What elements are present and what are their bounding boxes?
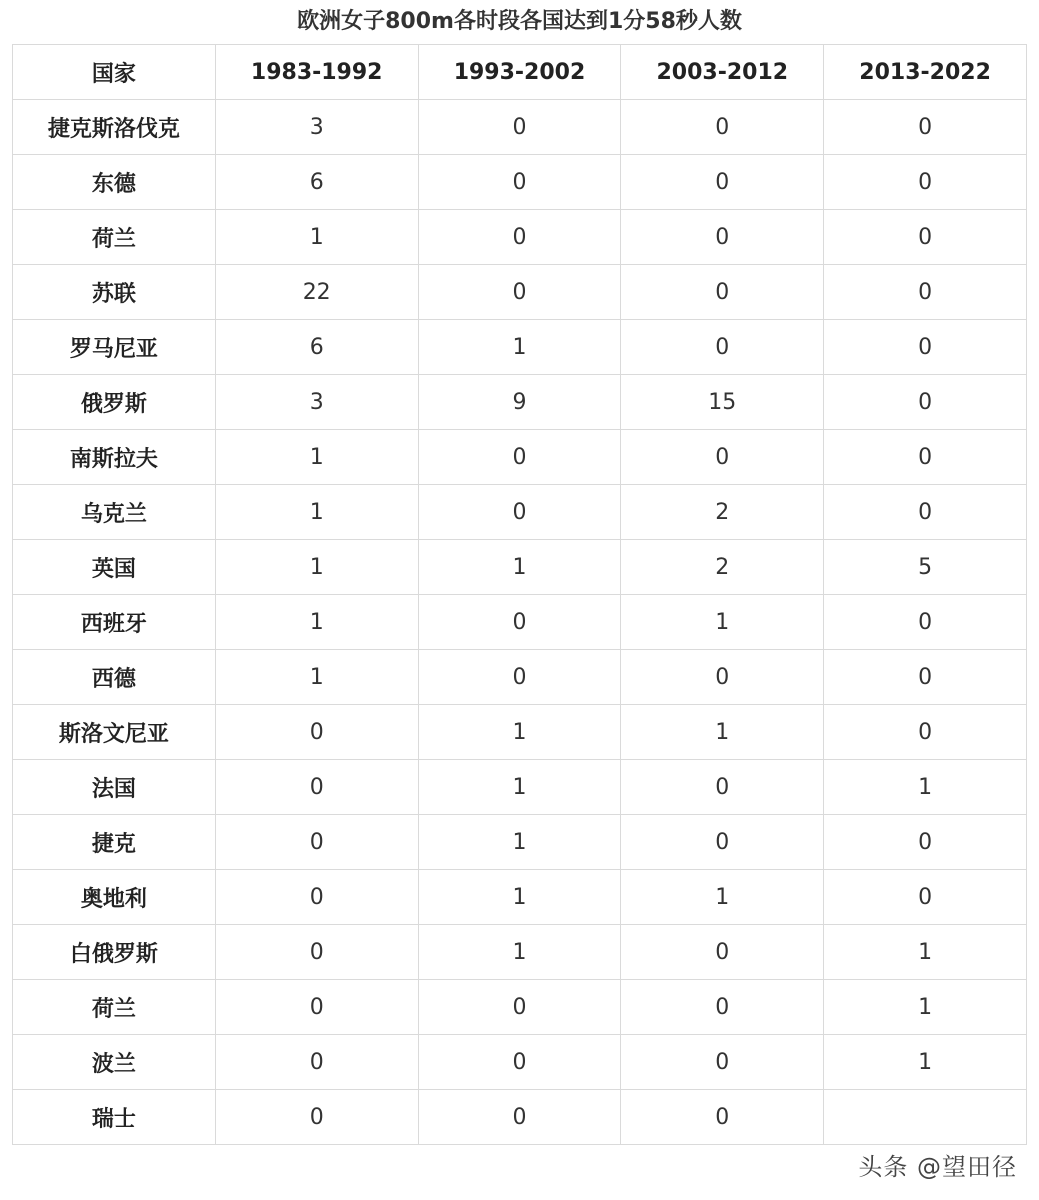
value-cell: 3 (215, 375, 418, 430)
table-row (13, 100, 1027, 155)
table-row (13, 210, 1027, 265)
value-cell: 1 (215, 485, 418, 540)
value-cell: 0 (621, 1035, 824, 1090)
value-cell: 0 (418, 430, 621, 485)
value-cell: 15 (621, 375, 824, 430)
country-cell: 苏联 (13, 265, 216, 320)
table-row (13, 595, 1027, 650)
country-cell: 斯洛文尼亚 (13, 705, 216, 760)
value-cell: 0 (418, 100, 621, 155)
country-cell: 西班牙 (13, 595, 216, 650)
value-cell: 1 (824, 925, 1027, 980)
country-cell: 英国 (13, 540, 216, 595)
value-cell: 1 (215, 595, 418, 650)
value-cell: 0 (418, 980, 621, 1035)
value-cell: 1 (215, 430, 418, 485)
value-cell: 1 (215, 650, 418, 705)
data-table (12, 44, 1027, 1145)
value-cell: 6 (215, 155, 418, 210)
value-cell: 1 (418, 540, 621, 595)
watermark: 头条 @望田径 (858, 1153, 1017, 1181)
value-cell: 0 (824, 870, 1027, 925)
value-cell: 22 (215, 265, 418, 320)
value-cell: 0 (215, 1035, 418, 1090)
value-cell: 1 (621, 705, 824, 760)
country-cell: 瑞士 (13, 1090, 216, 1145)
value-cell: 0 (215, 925, 418, 980)
table-row (13, 265, 1027, 320)
value-cell: 1 (418, 925, 621, 980)
value-cell: 0 (824, 210, 1027, 265)
country-cell: 荷兰 (13, 210, 216, 265)
value-cell: 5 (824, 540, 1027, 595)
country-cell: 罗马尼亚 (13, 320, 216, 375)
country-cell: 法国 (13, 760, 216, 815)
column-header-1993-2002: 1993-2002 (418, 45, 621, 100)
value-cell: 0 (621, 320, 824, 375)
value-cell: 0 (824, 155, 1027, 210)
country-cell: 南斯拉夫 (13, 430, 216, 485)
country-cell: 捷克 (13, 815, 216, 870)
value-cell: 0 (824, 815, 1027, 870)
table-row (13, 1090, 1027, 1145)
table-title: 欧洲女子800m各时段各国达到1分58秒人数 (297, 9, 742, 34)
table-row (13, 870, 1027, 925)
table-row (13, 155, 1027, 210)
value-cell: 0 (418, 265, 621, 320)
table-row (13, 485, 1027, 540)
table-row (13, 650, 1027, 705)
table-row (13, 925, 1027, 980)
value-cell: 0 (621, 760, 824, 815)
value-cell: 0 (824, 375, 1027, 430)
value-cell: 0 (621, 265, 824, 320)
table-header (13, 45, 1027, 100)
value-cell: 0 (215, 1090, 418, 1145)
country-cell: 乌克兰 (13, 485, 216, 540)
table-row (13, 375, 1027, 430)
value-cell: 1 (215, 210, 418, 265)
value-cell: 9 (418, 375, 621, 430)
table-row (13, 760, 1027, 815)
value-cell: 6 (215, 320, 418, 375)
value-cell: 0 (621, 100, 824, 155)
value-cell: 0 (418, 650, 621, 705)
value-cell: 0 (824, 705, 1027, 760)
table-row (13, 320, 1027, 375)
value-cell: 0 (215, 870, 418, 925)
column-header-country: 国家 (13, 45, 216, 100)
value-cell: 0 (621, 1090, 824, 1145)
value-cell: 0 (215, 980, 418, 1035)
value-cell: 0 (215, 760, 418, 815)
table-row (13, 705, 1027, 760)
value-cell: 2 (621, 540, 824, 595)
table-body (13, 100, 1027, 1145)
value-cell: 0 (824, 650, 1027, 705)
value-cell: 1 (418, 760, 621, 815)
value-cell: 0 (418, 485, 621, 540)
value-cell: 3 (215, 100, 418, 155)
value-cell: 0 (418, 155, 621, 210)
value-cell: 0 (418, 1035, 621, 1090)
value-cell: 0 (215, 705, 418, 760)
value-cell: 0 (824, 320, 1027, 375)
country-cell: 白俄罗斯 (13, 925, 216, 980)
value-cell (824, 1090, 1027, 1145)
value-cell: 1 (824, 760, 1027, 815)
country-cell: 奥地利 (13, 870, 216, 925)
value-cell: 1 (824, 1035, 1027, 1090)
value-cell: 0 (621, 210, 824, 265)
value-cell: 0 (824, 595, 1027, 650)
table-row (13, 540, 1027, 595)
value-cell: 0 (824, 265, 1027, 320)
country-cell: 俄罗斯 (13, 375, 216, 430)
column-header-2013-2022: 2013-2022 (824, 45, 1027, 100)
value-cell: 0 (621, 815, 824, 870)
value-cell: 1 (824, 980, 1027, 1035)
value-cell: 0 (418, 595, 621, 650)
value-cell: 0 (621, 155, 824, 210)
value-cell: 0 (824, 485, 1027, 540)
country-cell: 捷克斯洛伐克 (13, 100, 216, 155)
header-row (13, 45, 1027, 100)
value-cell: 0 (621, 980, 824, 1035)
value-cell: 1 (215, 540, 418, 595)
value-cell: 1 (418, 320, 621, 375)
value-cell: 0 (621, 430, 824, 485)
column-header-2003-2012: 2003-2012 (621, 45, 824, 100)
country-cell: 荷兰 (13, 980, 216, 1035)
country-cell: 东德 (13, 155, 216, 210)
country-cell: 西德 (13, 650, 216, 705)
value-cell: 1 (418, 815, 621, 870)
country-cell: 波兰 (13, 1035, 216, 1090)
table-row (13, 430, 1027, 485)
value-cell: 0 (824, 100, 1027, 155)
table-row (13, 815, 1027, 870)
column-header-1983-1992: 1983-1992 (215, 45, 418, 100)
table-row (13, 980, 1027, 1035)
value-cell: 1 (621, 870, 824, 925)
value-cell: 0 (621, 925, 824, 980)
value-cell: 1 (418, 705, 621, 760)
table-row (13, 1035, 1027, 1090)
value-cell: 2 (621, 485, 824, 540)
value-cell: 1 (621, 595, 824, 650)
value-cell: 0 (824, 430, 1027, 485)
value-cell: 0 (621, 650, 824, 705)
value-cell: 1 (418, 870, 621, 925)
value-cell: 0 (418, 210, 621, 265)
value-cell: 0 (215, 815, 418, 870)
value-cell: 0 (418, 1090, 621, 1145)
